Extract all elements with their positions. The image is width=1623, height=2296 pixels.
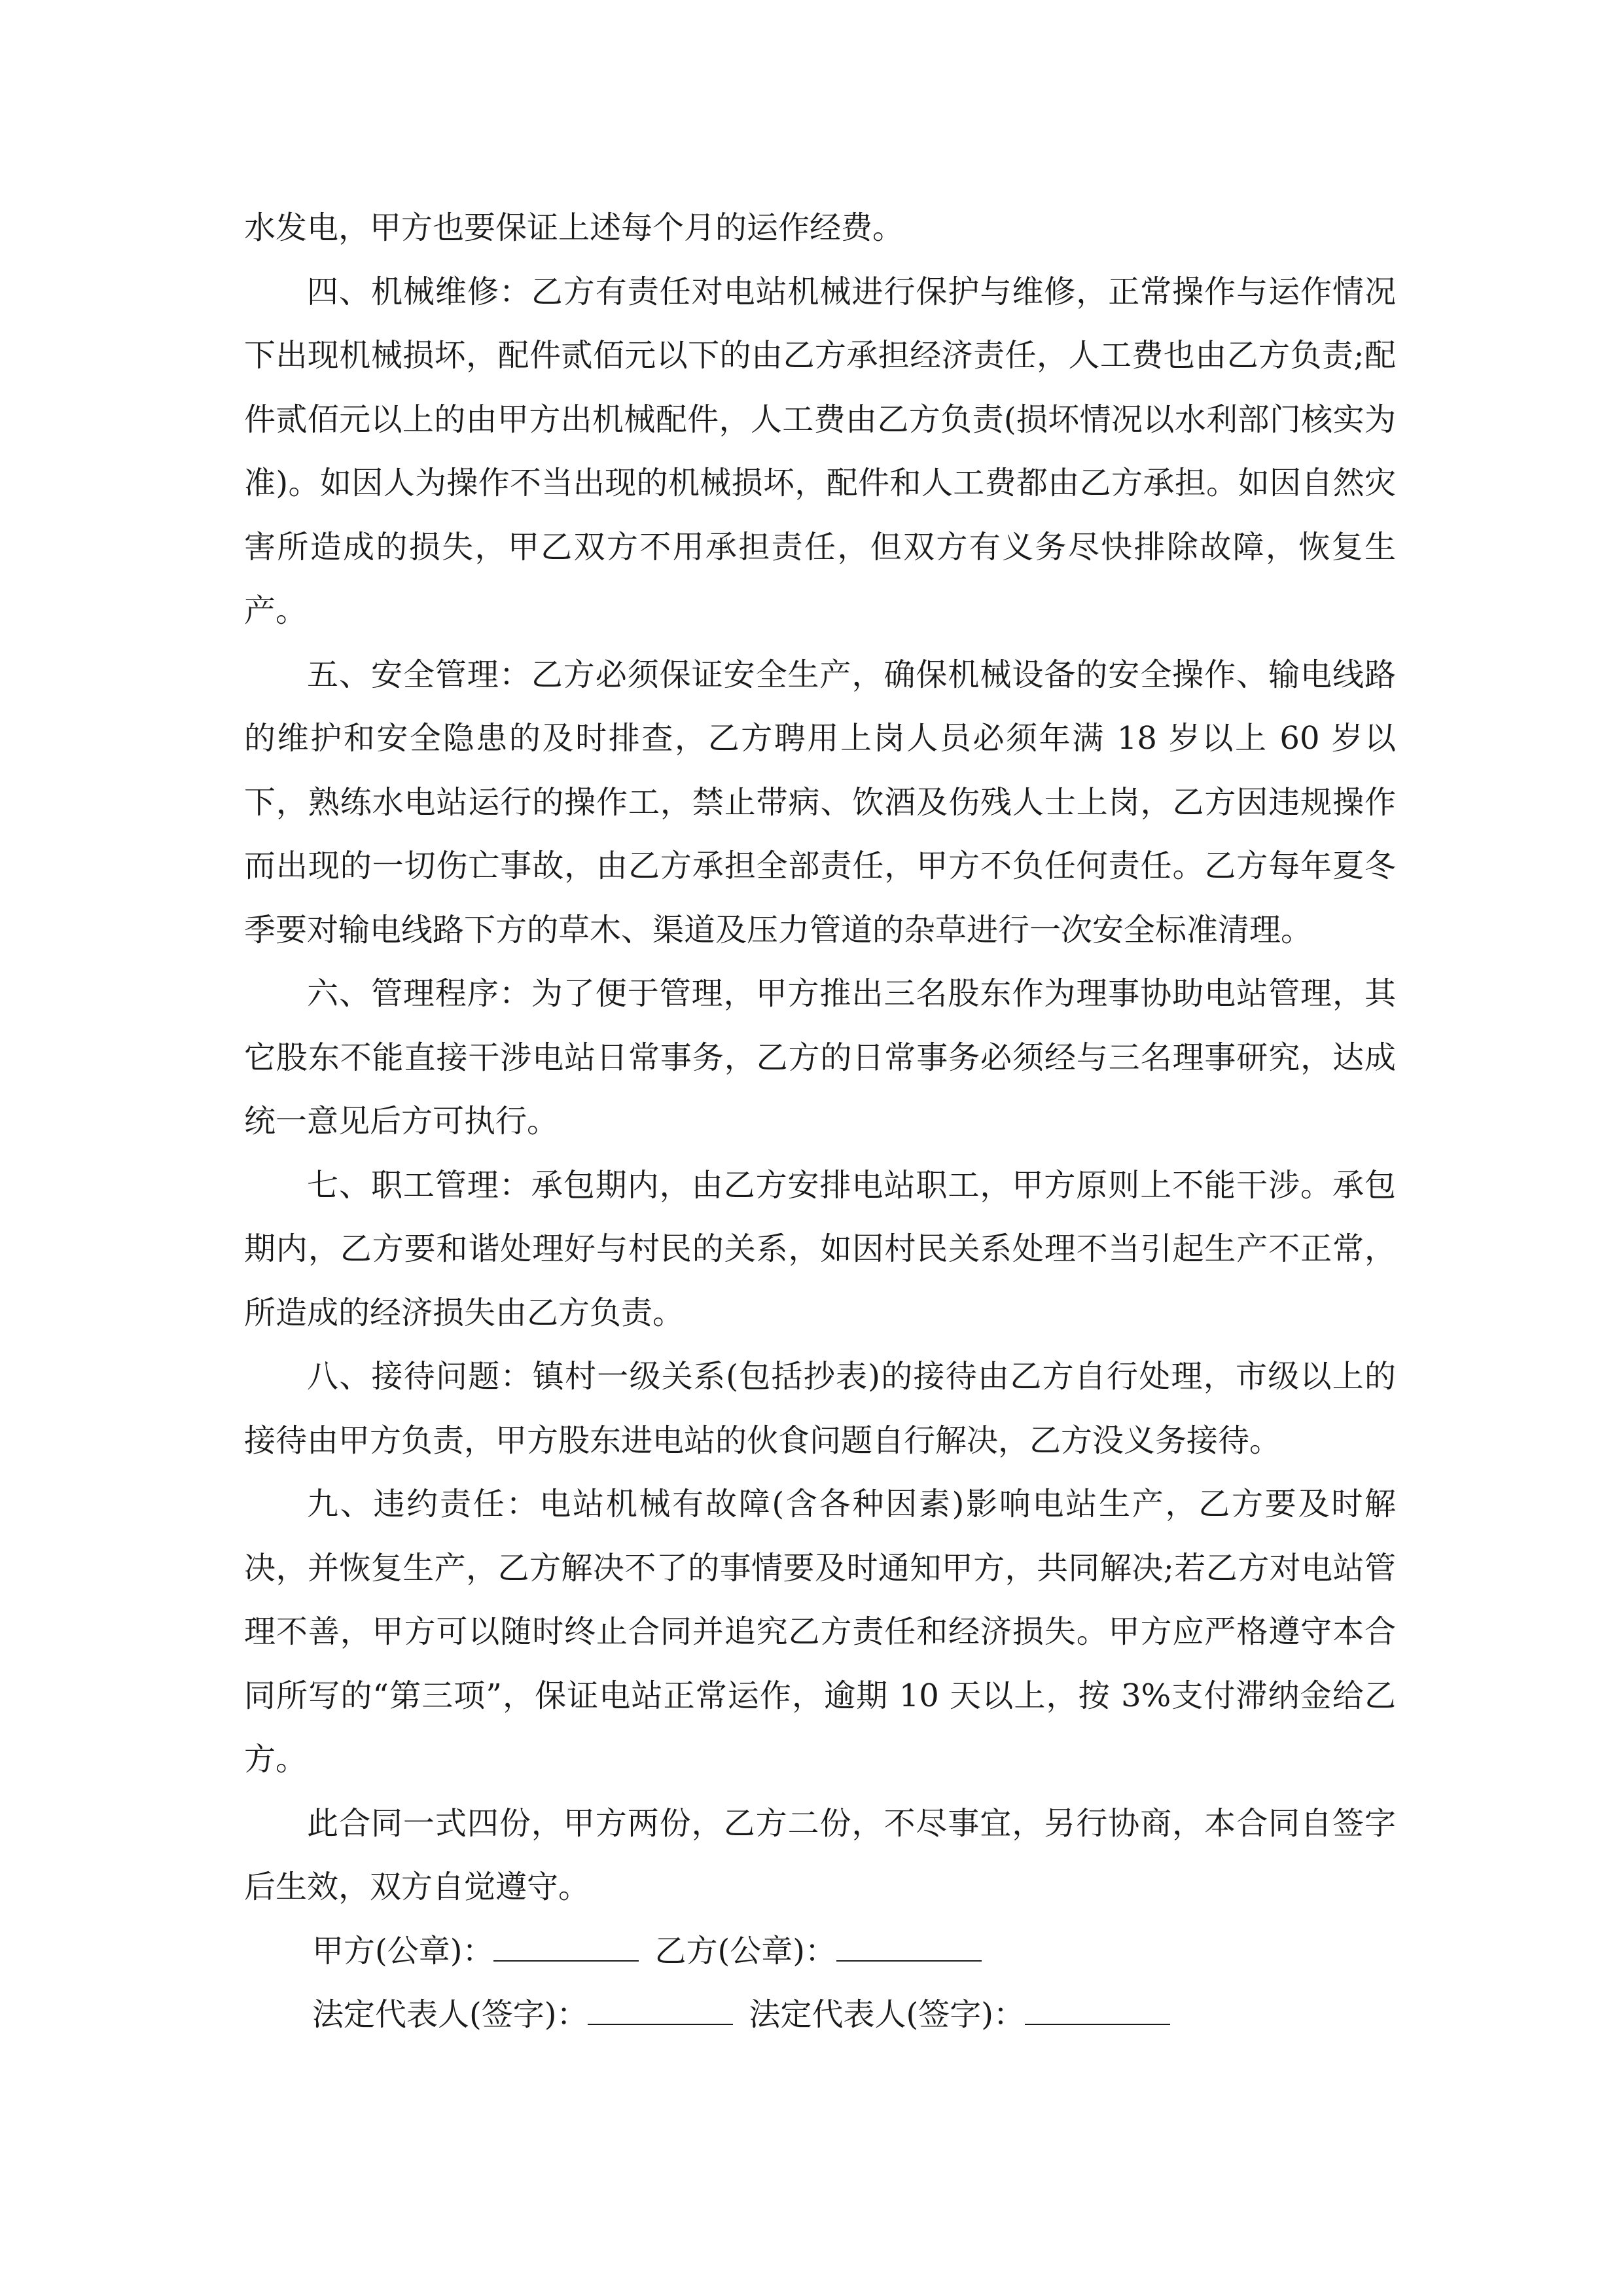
seal-signature-line — [244, 1920, 1396, 1984]
paragraph-copies-effect: 此合同一式四份，甲方两份，乙方二份，不尽事宜，另行协商，本合同自签字后生效，双方自觉遵守。 — [244, 1804, 1396, 1905]
paragraph-staff-management: 七、职工管理：承包期内，由乙方安排电站职工，甲方原则上不能干涉。承包期内，乙方要和谐处理好与村民的关系，如因村民关系处理不当引起生产不正常，所造成的经济损失由乙方负责。 — [244, 1166, 1396, 1331]
party-b-seal-blank[interactable] — [836, 1938, 982, 1962]
paragraph-breach-liability: 九、违约责任：电站机械有故障(含各种因素)影响电站生产，乙方要及时解决，并恢复生产，乙方解决不了的事情要及时通知甲方，共同解决;若乙方对电站管理不善，甲方可以随时终止合同并追究乙方责任和经济损失。甲方应严格遵守本合同所写的“第三项”，保证电站正常运作，逾期 10 天以上，按 3%支付滞纳金给乙方。 — [244, 1486, 1396, 1778]
party-b-rep-blank[interactable] — [1025, 2001, 1170, 2025]
party-b-seal-label: 乙方(公章)： — [654, 1932, 836, 1969]
paragraph-continuation: 水发电，甲方也要保证上述每个月的运作经费。 — [244, 209, 904, 246]
party-a-seal-label: 甲方(公章)： — [312, 1932, 494, 1969]
party-a-rep-blank[interactable] — [588, 2001, 733, 2025]
paragraph-safety-management: 五、安全管理：乙方必须保证安全生产，确保机械设备的安全操作、输电线路的维护和安全隐患的及时排查，乙方聘用上岗人员必须年满 18 岁以上 60 岁以下，熟练水电站运行的操作工，禁止带病、饮酒及伤残人士上岗，乙方因违规操作而出现的一切伤亡事故，由乙方承担全部责任，甲方不负任何责任。乙方每年夏冬季要对输电线路下方的草木、渠道及压力管道的杂草进行一次安全标准清理。 — [244, 656, 1396, 948]
paragraph-management-procedure: 六、管理程序：为了便于管理，甲方推出三名股东作为理事协助电站管理，其它股东不能直接干涉电站日常事务，乙方的日常事务必须经与三名理事研究，达成统一意见后方可执行。 — [244, 975, 1396, 1139]
document-body — [244, 196, 1396, 2047]
representative-signature-line — [244, 1983, 1396, 2047]
paragraph-machinery-maintenance: 四、机械维修：乙方有责任对电站机械进行保护与维修，正常操作与运作情况下出现机械损坏，配件贰佰元以下的由乙方承担经济责任，人工费也由乙方负责;配件贰佰元以上的由甲方出机械配件，人工费由乙方负责(损坏情况以水利部门核实为准)。如因人为操作不当出现的机械损坏，配件和人工费都由乙方承担。如因自然灾害所造成的损失，甲乙双方不用承担责任，但双方有义务尽快排除故障，恢复生产。 — [244, 273, 1396, 629]
party-a-rep-label: 法定代表人(签字)： — [312, 1996, 588, 2033]
party-b-rep-label: 法定代表人(签字)： — [749, 1996, 1025, 2033]
party-a-seal-blank[interactable] — [493, 1938, 639, 1962]
paragraph-reception: 八、接待问题：镇村一级关系(包括抄表)的接待由乙方自行处理，市级以上的接待由甲方负责，甲方股东进电站的伙食问题自行解决，乙方没义务接待。 — [244, 1358, 1396, 1459]
